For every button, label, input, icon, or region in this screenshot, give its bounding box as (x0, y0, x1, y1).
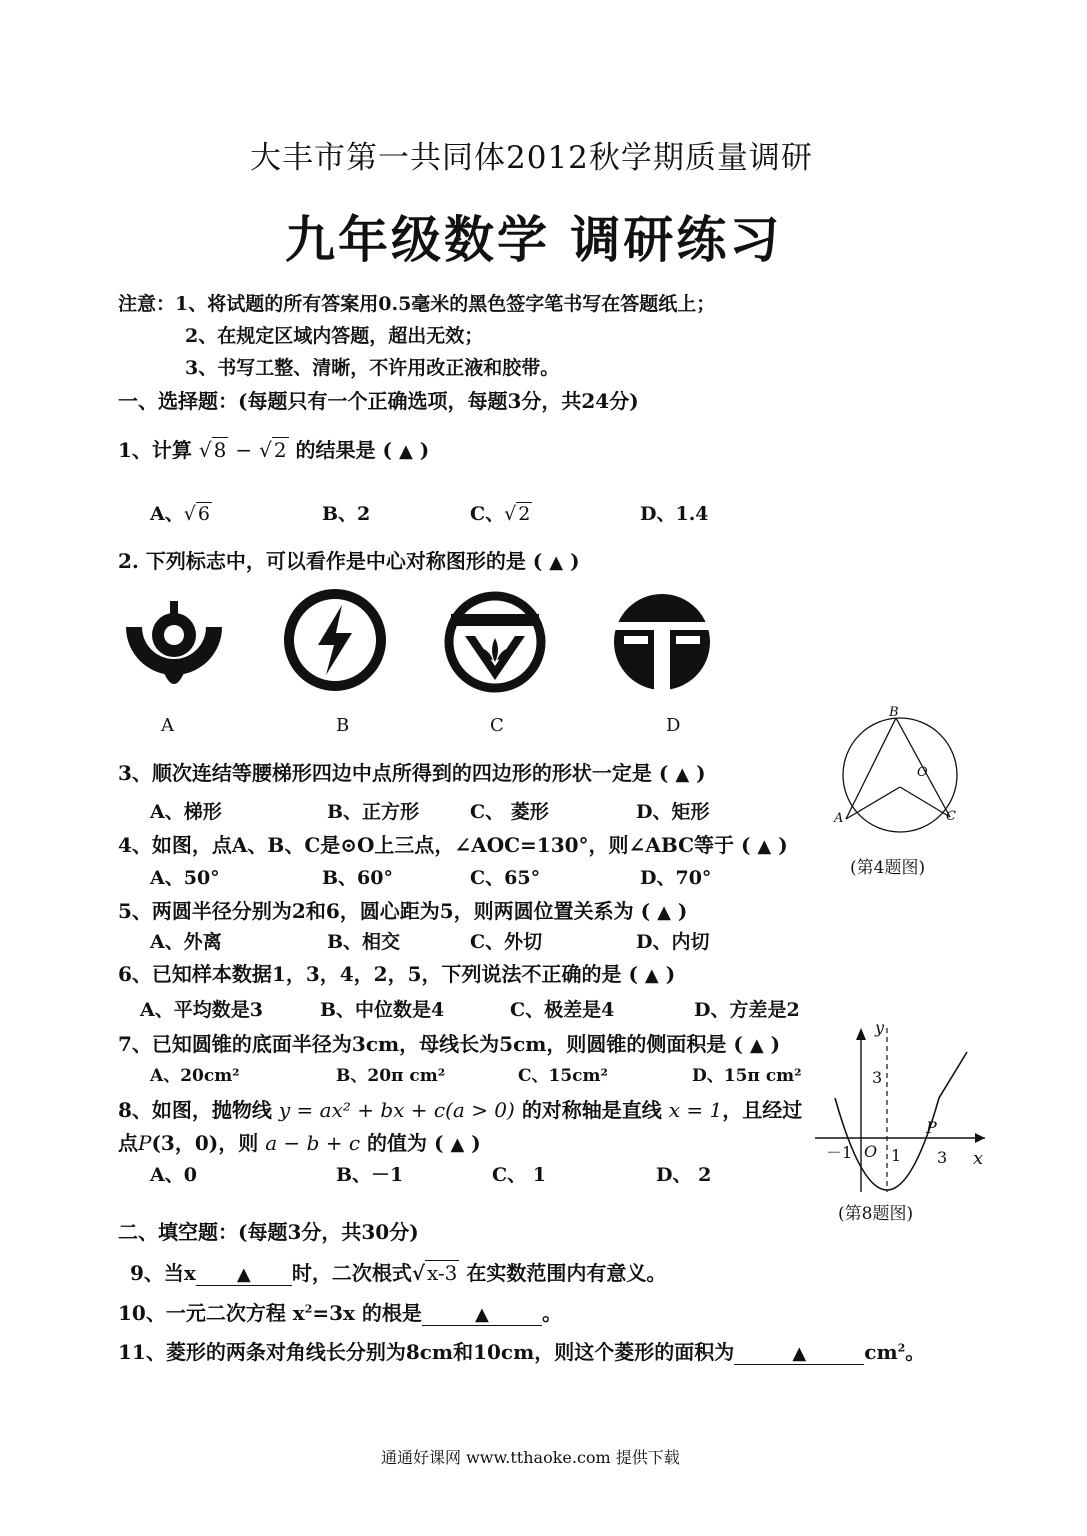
q4-stem: 4、如图，点A、B、C是⊙O上三点，∠AOC=130°，则∠ABC等于 ( (118, 833, 751, 857)
q8-mid: 的对称轴是直线 (521, 1098, 662, 1122)
q8-option-b: B、－1 (336, 1164, 404, 1186)
answer-triangle-icon: ▲ (757, 836, 772, 857)
q11-unit: cm (864, 1340, 898, 1364)
q8-point-p: P (138, 1131, 152, 1155)
q2-close: ) (570, 549, 580, 573)
q3-option-a: A、梯形 (150, 801, 222, 823)
fig8-label-y: y (875, 1018, 885, 1037)
q5-option-d: D、内切 (636, 931, 710, 953)
q8-post: ，且经过 (722, 1098, 803, 1122)
parabola-figure (815, 1022, 995, 1197)
q11-sup: 2 (897, 1341, 906, 1355)
q8-option-c: C、 1 (492, 1164, 546, 1186)
q1-option-a: A、√ 6 (150, 503, 210, 525)
q8-prefix: 8、如图，抛物线 (118, 1098, 272, 1122)
q1-option-c: C、√ 2 (470, 503, 531, 525)
q1-a-label: A、 (150, 503, 184, 525)
question-3 (118, 757, 706, 786)
fig8-label-3x: 3 (937, 1148, 948, 1167)
question-8-line-1 (118, 1094, 802, 1123)
q11-post: 。 (905, 1340, 926, 1364)
answer-triangle-icon: ▲ (549, 552, 564, 573)
q6-close: ) (665, 962, 676, 986)
logo-b-icon (282, 587, 388, 693)
q5-close: ) (677, 899, 688, 923)
q1-c-label: C、 (470, 503, 505, 525)
q4-option-c: C、65° (470, 867, 541, 889)
notes-line-1 (118, 289, 715, 316)
q8-close: ) (471, 1131, 481, 1155)
q6-option-b: B、中位数是4 (320, 999, 445, 1021)
q1-stem: 的结果是 ( (295, 438, 392, 462)
question-7 (118, 1028, 780, 1057)
q9-post: 在实数范围内有意义。 (466, 1261, 667, 1285)
fig4-label-o: O (917, 765, 928, 780)
q10-post: 。 (541, 1301, 562, 1325)
q7-option-c: C、15cm² (518, 1066, 608, 1086)
q3-option-c: C、 菱形 (470, 801, 549, 823)
q2-stem: 2. 下列标志中，可以看作是中心对称图形的是 ( (118, 549, 543, 573)
logo-d-label: D (666, 715, 681, 736)
q5-option-a: A、外离 (150, 931, 222, 953)
q1-root-2: 2 (273, 438, 287, 462)
question-6 (118, 958, 675, 987)
question-11 (118, 1336, 925, 1365)
q10-sup: 2 (304, 1302, 313, 1316)
q1-a-root: 6 (197, 503, 210, 525)
q7-close: ) (770, 1032, 781, 1056)
q7-option-d: D、15π cm² (692, 1066, 802, 1086)
logo-b-label: B (336, 715, 350, 736)
question-10 (118, 1297, 562, 1326)
q1-c-root: 2 (518, 503, 531, 525)
q1-prefix: 1、计算 (118, 438, 192, 462)
q1-option-d: D、1.4 (640, 503, 709, 525)
q9-mid: 时，二次根式 (291, 1261, 412, 1285)
q4-option-b: B、60° (322, 867, 393, 889)
q7-stem: 7、已知圆锥的底面半径为3cm，母线长为5cm，则圆锥的侧面积是 ( (118, 1032, 743, 1056)
note-2: 2、在规定区域内答题，超出无效； (185, 325, 484, 347)
logo-a-label: A (161, 715, 174, 736)
q3-stem: 3、顺次连结等腰梯形四边中点所得到的四边形的形状一定是 ( (118, 761, 669, 785)
q3-option-b: B、正方形 (327, 801, 420, 823)
fig8-label-3y: 3 (872, 1068, 883, 1087)
q6-stem: 6、已知样本数据1，3，4，2，5，下列说法不正确的是 ( (118, 962, 638, 986)
exam-title: 九年级数学 调研练习 (285, 211, 783, 269)
answer-blank[interactable] (422, 1301, 542, 1326)
q8-equation: y = ax² + bx + c(a > 0) (278, 1098, 515, 1122)
q8-option-a: A、0 (150, 1164, 197, 1186)
q8-line2-prefix: 点 (118, 1131, 138, 1155)
answer-triangle-icon: ▲ (475, 1304, 489, 1325)
q4-close: ) (778, 833, 788, 857)
answer-triangle-icon: ▲ (657, 902, 671, 923)
q3-close: ) (696, 761, 706, 785)
q7-option-a: A、20cm² (150, 1066, 240, 1086)
answer-triangle-icon: ▲ (450, 1134, 465, 1155)
fig4-label-a: A (834, 811, 844, 826)
fig4-label-b: B (889, 705, 899, 720)
logo-a-icon (118, 595, 230, 695)
q5-option-b: B、相交 (327, 931, 401, 953)
question-1: 1、计算 √ 8 − √ 2 的结果是 ( ▲ ) (118, 438, 430, 462)
fig8-label-p: P (926, 1118, 937, 1137)
answer-blank[interactable] (734, 1340, 864, 1365)
q10-prefix: 10、一元二次方程 x (118, 1301, 305, 1325)
logo-c-icon (443, 590, 547, 694)
fig4-caption: (第4题图) (850, 858, 926, 878)
answer-triangle-icon: ▲ (675, 764, 690, 785)
q1-root-1: 8 (213, 438, 227, 462)
note-3: 3、书写工整、清晰，不许用改正液和胶带。 (185, 357, 560, 379)
fig8-label-minus1: －1 (826, 1143, 853, 1162)
answer-triangle-icon: ▲ (792, 1343, 807, 1364)
question-8-line-2 (118, 1127, 481, 1156)
q8-expression: a − b + c (265, 1131, 361, 1155)
q11-prefix: 11、菱形的两条对角线长分别为8cm和10cm，则这个菱形的面积为 (118, 1340, 735, 1364)
logo-d-icon (610, 590, 714, 694)
q8-axis: x = 1 (668, 1098, 723, 1122)
q8-option-d: D、 2 (656, 1164, 712, 1186)
note-1: 1、将试题的所有答案用0.5毫米的黑色签字笔书写在答题纸上； (175, 293, 716, 315)
section-1-title: 一、选择题：(每题只有一个正确选项，每题3分，共24分) (118, 389, 639, 413)
q4-option-a: A、50° (150, 867, 220, 889)
q5-stem: 5、两圆半径分别为2和6，圆心距为5，则两圆位置关系为 ( (118, 899, 651, 923)
q6-option-a: A、平均数是3 (140, 999, 263, 1021)
answer-blank[interactable] (196, 1261, 292, 1286)
q1-option-b: B、2 (322, 503, 371, 525)
fig8-label-o: O (864, 1142, 878, 1161)
q9-prefix: 9、当x (130, 1261, 196, 1285)
notes-label: 注意： (118, 293, 176, 315)
question-4 (118, 829, 788, 858)
question-5 (118, 895, 687, 924)
q6-option-c: C、极差是4 (510, 999, 615, 1021)
fig8-label-x: x (973, 1148, 984, 1169)
q7-option-b: B、20π cm² (336, 1066, 446, 1086)
q9-root: x-3 (427, 1261, 458, 1285)
exam-subtitle: 大丰市第一共同体2012秋学期质量调研 (250, 140, 813, 176)
question-9: 9、当x ▲ 时，二次根式√ x-3 在实数范围内有意义。 (130, 1261, 667, 1285)
q8-line2-post: 的值为 ( (367, 1131, 444, 1155)
question-2 (118, 545, 580, 574)
answer-triangle-icon: ▲ (398, 441, 413, 462)
q3-option-d: D、矩形 (636, 801, 710, 823)
page-footer: 通通好课网 www.tthaoke.com 提供下载 (381, 1448, 680, 1467)
fig8-label-1: 1 (891, 1146, 902, 1165)
fig8-caption: (第8题图) (838, 1204, 914, 1224)
q1-minus: − (235, 438, 253, 462)
q6-option-d: D、方差是2 (694, 999, 800, 1021)
section-2-title: 二、填空题：(每题3分，共30分) (118, 1220, 419, 1244)
q4-option-d: D、70° (640, 867, 712, 889)
answer-triangle-icon: ▲ (236, 1264, 251, 1285)
q8-line2-mid: (3，0)，则 (151, 1131, 259, 1155)
logo-c-label: C (490, 715, 504, 736)
q1-close: ) (419, 438, 430, 462)
q10-mid: =3x 的根是 (312, 1301, 422, 1325)
answer-triangle-icon: ▲ (749, 1035, 764, 1056)
answer-triangle-icon: ▲ (644, 965, 659, 986)
fig4-label-c: C (946, 809, 956, 824)
q5-option-c: C、外切 (470, 931, 543, 953)
